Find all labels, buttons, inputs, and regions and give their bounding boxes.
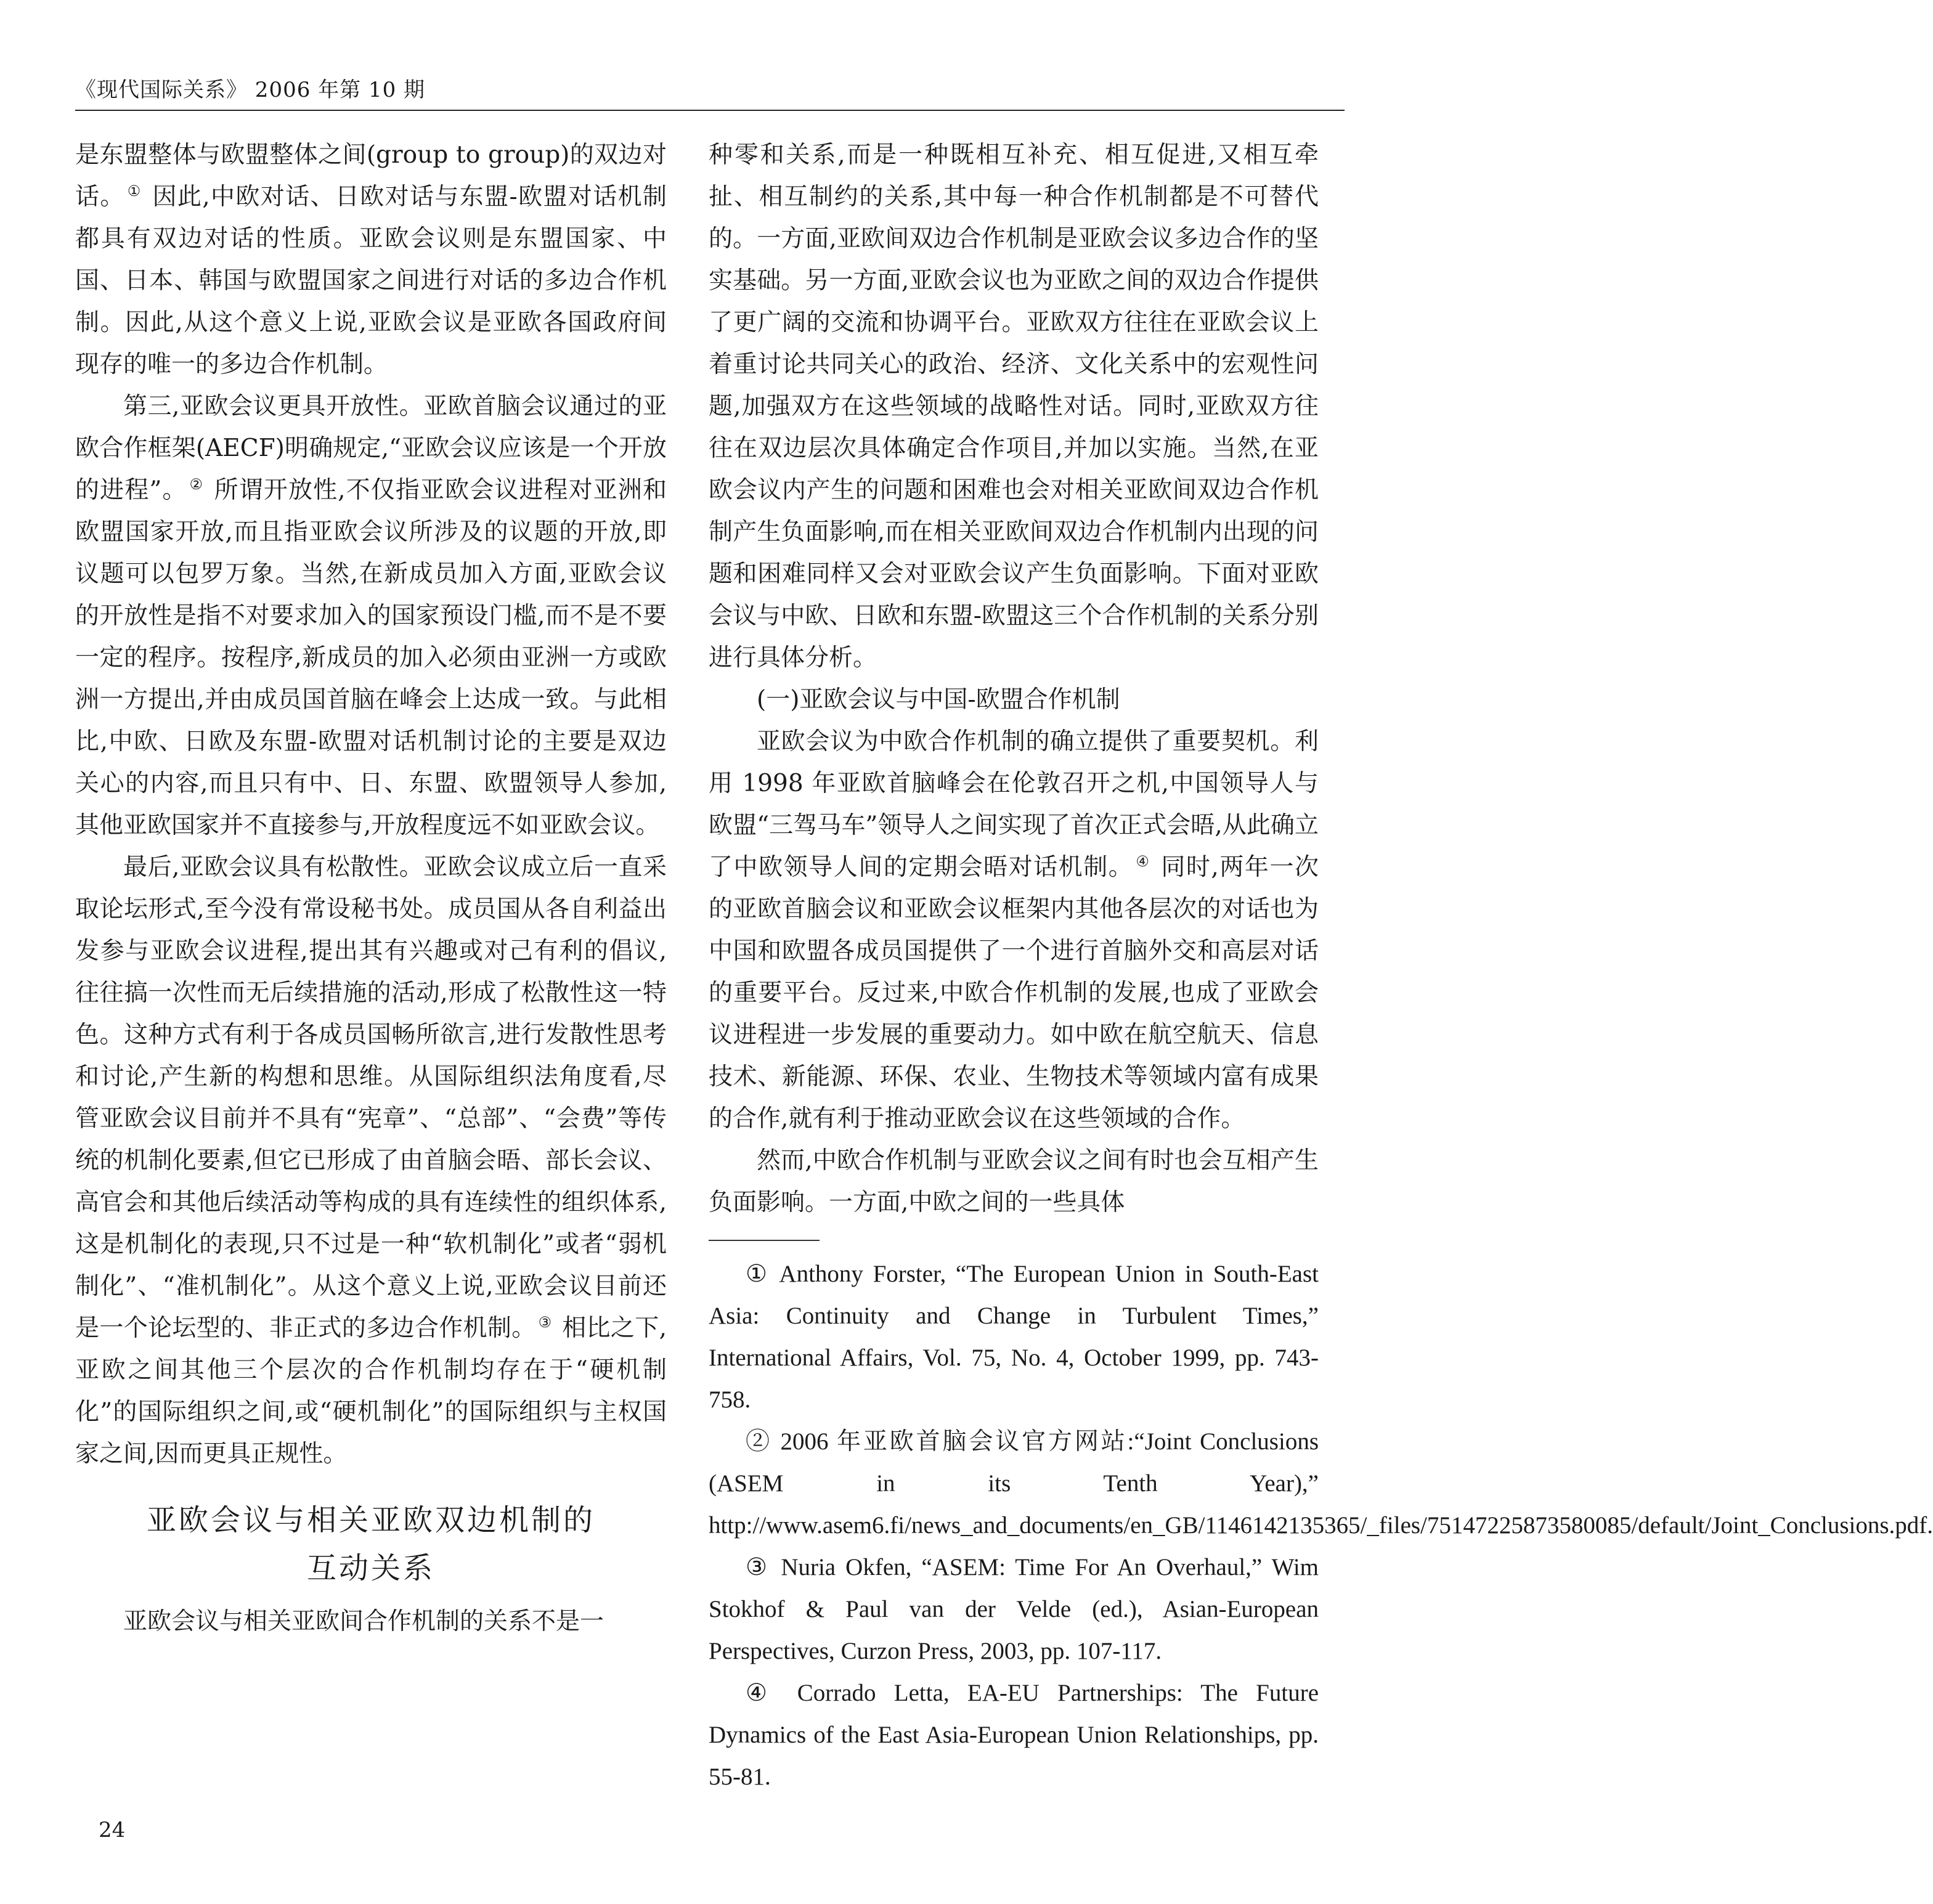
footnote: ④ Corrado Letta, EA-EU Partnerships: The Future Dynamics of the East Asia-European Union Relationships, pp. 55-81. bbox=[709, 1680, 1319, 1790]
journal-header: 《现代国际关系》 2006 年第 10 期 bbox=[75, 78, 426, 102]
right-column bbox=[709, 134, 1933, 1798]
footnotes bbox=[709, 1253, 1933, 1798]
paragraph bbox=[75, 847, 667, 1475]
paragraph: 然而,中欧合作机制与亚欧会议之间有时也会互相产生负面影响。一方面,中欧之间的一些具体 bbox=[709, 1147, 1319, 1216]
text: 亚欧会议为中欧合作机制的确立提供了重要契机。利用 1998 年亚欧首脑峰会在伦敦召开之机,中国领导人与欧盟“三驾马车”领导人之间实现了首次正式会晤,从此确立了中欧领导人间的定期会晤对话机制。 bbox=[709, 728, 1319, 881]
paragraph: 亚欧会议与相关亚欧间合作机制的关系不是一 bbox=[123, 1608, 604, 1635]
header-divider bbox=[75, 110, 1345, 111]
footnote: ② 2006 年亚欧首脑会议官方网站:“Joint Conclusions (ASEM in its Tenth Year),” http://www.asem6.fi/news_and_documents/en_GB/1146142135365/_files/75147225873580085/default/Joint_Conclusions.pdf. bbox=[709, 1428, 1933, 1539]
text: 同时,两年一次的亚欧首脑会议和亚欧会议框架内其他各层次的对话也为中国和欧盟各成员国提供了一个进行首脑外交和高层对话的重要平台。反过来,中欧合作机制的发展,也成了亚欧会议进程进一步发展的重要动力。如中欧在航空航天、信息技术、新能源、环保、农业、生物技术等领域内富有成果的合作,就有利于推动亚欧会议在这些领域的合作。 bbox=[709, 853, 1319, 1133]
footnote: ① Anthony Forster, “The European Union in South-East Asia: Continuity and Change in Turbulent Times,” International Affairs, Vol. 75, No. 4, October 1999, pp. 743-758. bbox=[709, 1261, 1319, 1413]
text: 第三,亚欧会议更具开放性。亚欧首脑会议通过的亚欧合作框架(AECF)明确规定,“亚欧会议应该是一个开放的进程”。 bbox=[75, 393, 667, 504]
paragraph: 种零和关系,而是一种既相互补充、相互促进,又相互牵扯、相互制约的关系,其中每一种合作机制都是不可替代的。一方面,亚欧间双边合作机制是亚欧会议多边合作的坚实基础。另一方面,亚欧会议也为亚欧之间的双边合作提供了更广阔的交流和协调平台。亚欧双方往往在亚欧会议上着重讨论共同关心的政治、经济、文化关系中的宏观性问题,加强双方在这些领域的战略性对话。同时,亚欧双方往往在双边层次具体确定合作项目,并加以实施。当然,在亚欧会议内产生的问题和困难也会对相关亚欧间双边合作机制产生负面影响,而在相关亚欧间双边合作机制内出现的问题和困难同样又会对亚欧会议产生负面影响。下面对亚欧会议与中欧、日欧和东盟-欧盟这三个合作机制的关系分别进行具体分析。 bbox=[709, 141, 1319, 672]
text: 相比之下,亚欧之间其他三个层次的合作机制均存在于“硬机制化”的国际组织之间,或“硬机制化”的国际组织与主权国家之间,因而更具正规性。 bbox=[75, 1314, 667, 1468]
text: 是东盟整体与欧盟整体之间(group to group)的双边对话。 bbox=[75, 141, 667, 211]
footnote-divider bbox=[709, 1240, 820, 1241]
page-number: 24 bbox=[99, 1818, 126, 1842]
footnote: ③ Nuria Okfen, “ASEM: Time For An Overhaul,” Wim Stokhof & Paul van der Velde (ed.), Asian-European Perspectives, Curzon Press, 2003, pp. 107-117. bbox=[709, 1554, 1319, 1664]
text: 最后,亚欧会议具有松散性。亚欧会议成立后一直采取论坛形式,至今没有常设秘书处。成员国从各自利益出发参与亚欧会议进程,提出其有兴趣或对己有利的倡议,往往搞一次性而无后续措施的活动,形成了松散性这一特色。这种方式有利于各成员国畅所欲言,进行发散性思考和讨论,产生新的构想和思维。从国际组织法角度看,尽管亚欧会议目前并不具有“宪章”、“总部”、“会费”等传统的机制化要素,但它已形成了由首脑会晤、部长会议、高官会和其他后续活动等构成的具有连续性的组织体系,这是机制化的表现,只不过是一种“软机制化”或者“弱机制化”、“准机制化”。从这个意义上说,亚欧会议目前还是一个论坛型的、非正式的多边合作机制。 bbox=[75, 853, 667, 1342]
footnote-ref[interactable]: ④ bbox=[1136, 853, 1150, 870]
left-column bbox=[75, 134, 667, 1643]
paragraph bbox=[709, 721, 1319, 1140]
section-title-line: 互动关系 bbox=[306, 1551, 435, 1585]
text: 因此,中欧对话、日欧对话与东盟-欧盟对话机制都具有双边对话的性质。亚欧会议则是东盟国家、中国、日本、韩国与欧盟国家之间进行对话的多边合作机制。因此,从这个意义上说,亚欧会议是亚欧各国政府间现存的唯一的多边合作机制。 bbox=[75, 183, 667, 378]
paragraph bbox=[75, 386, 667, 847]
section-title bbox=[75, 1496, 667, 1592]
subsection-heading: (一)亚欧会议与中国-欧盟合作机制 bbox=[757, 686, 1120, 714]
footnote-ref[interactable]: ③ bbox=[538, 1314, 552, 1331]
footnote-ref[interactable]: ② bbox=[189, 476, 204, 493]
footnote-ref[interactable]: ① bbox=[127, 182, 142, 200]
section-title-line: 亚欧会议与相关亚欧双边机制的 bbox=[146, 1503, 595, 1537]
paragraph bbox=[75, 134, 667, 386]
text: 所谓开放性,不仅指亚欧会议进程对亚洲和欧盟国家开放,而且指亚欧会议所涉及的议题的开放,即议题可以包罗万象。当然,在新成员加入方面,亚欧会议的开放性是指不对要求加入的国家预设门槛,而不是不要一定的程序。按程序,新成员的加入必须由亚洲一方或欧洲一方提出,并由成员国首脑在峰会上达成一致。与此相比,中欧、日欧及东盟-欧盟对话机制讨论的主要是双边关心的内容,而且只有中、日、东盟、欧盟领导人参加,其他亚欧国家并不直接参与,开放程度远不如亚欧会议。 bbox=[75, 476, 667, 839]
